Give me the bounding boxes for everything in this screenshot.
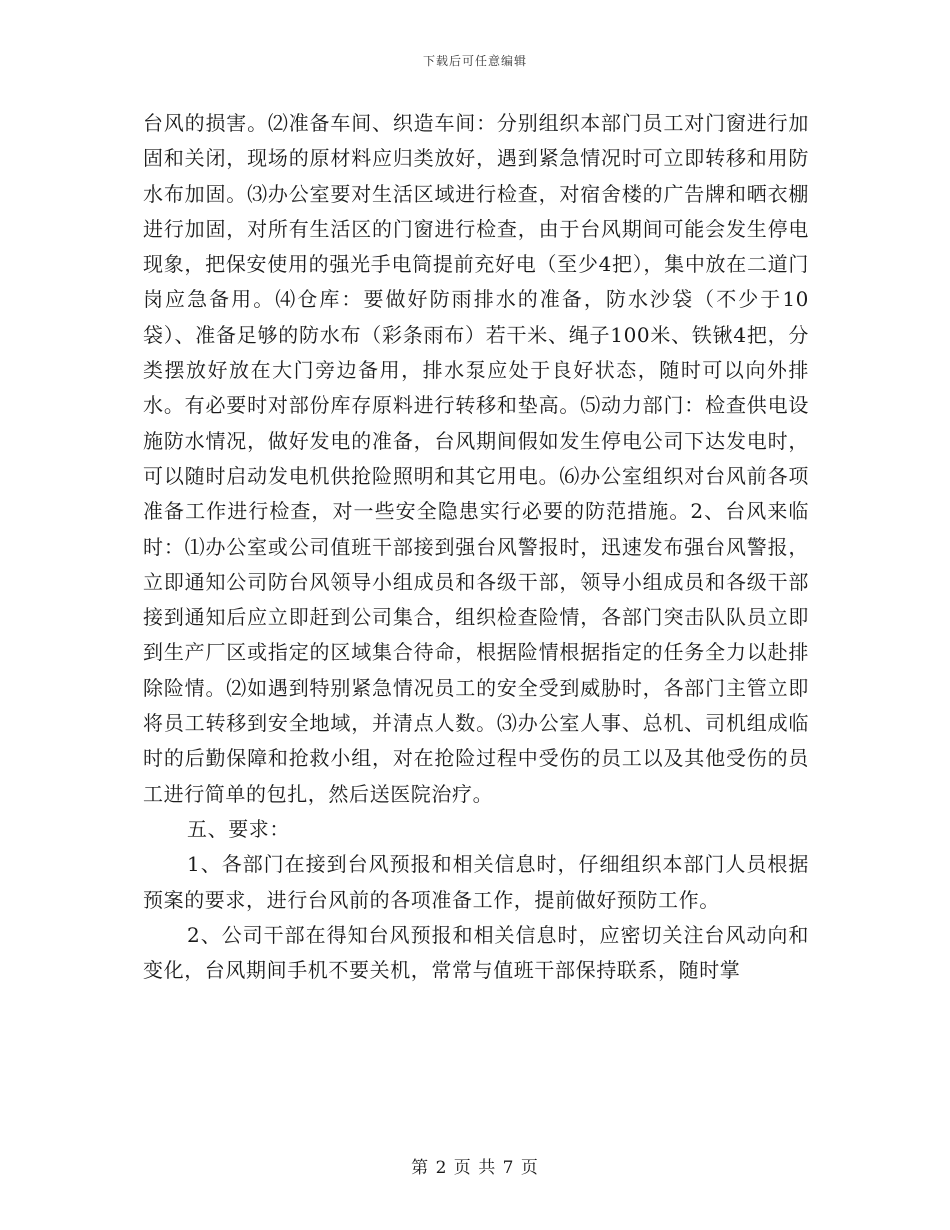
body-paragraph: 1、各部门在接到台风预报和相关信息时，仔细组织本部门人员根据预案的要求，进行台风前的各项准备工作，提前做好预防工作。: [143, 852, 809, 912]
page-number: 第 2 页 共 7 页: [411, 1158, 539, 1178]
body-paragraph: 2、公司干部在得知台风预报和相关信息时，应密切关注台风动向和变化，台风期间手机不要关机，常常与值班干部保持联系，随时掌: [143, 922, 809, 983]
section-heading: 五、要求：: [187, 816, 290, 841]
body-paragraph: 台风的损害。⑵准备车间、织造车间：分别组织本部门员工对门窗进行加固和关闭，现场的原材料应归类放好，遇到紧急情况时可立即转移和用防水布加固。⑶办公室要对生活区域进行检查，对宿舍楼的广告牌和晒衣棚进行加固，对所有生活区的门窗进行检查，由于台风期间可能会发生停电现象，把保安使用的强光手电筒提前充好电（至少4把），集中放在二道门岗应急备用。⑷仓库：要做好防雨排水的准备，防水沙袋（不少于10袋）、准备足够的防水布（彩条雨布）若干米、绳子100米、铁锹4把，分类摆放好放在大门旁边备用，排水泵应处于良好状态，随时可以向外排水。有必要时对部份库存原料进行转移和垫高。⑸动力部门：检查供电设施防水情况，做好发电的准备，台风期间假如发生停电公司下达发电时，可以随时启动发电机供抢险照明和其它用电。⑹办公室组织对台风前各项准备工作进行检查，对一些安全隐患实行必要的防范措施。2、台风来临时：⑴办公室或公司值班干部接到强台风警报时，迅速发布强台风警报，立即通知公司防台风领导小组成员和各级干部，领导小组成员和各级干部接到通知后应立即赶到公司集合，组织检查险情，各部门突击队队员立即到生产厂区或指定的区域集合待命，根据险情根据指定的任务全力以赴排除险情。⑵如遇到特别紧急情况员工的安全受到威胁时，各部门主管立即将员工转移到安全地域，并清点人数。⑶办公室人事、总机、司机组成临时的后勤保障和抢救小组，对在抢险过程中受伤的员工以及其他受伤的员工进行简单的包扎，然后送医院治疗。: [143, 111, 809, 806]
page-header: 下载后可任意编辑: [422, 54, 527, 68]
document-body: [143, 106, 809, 988]
